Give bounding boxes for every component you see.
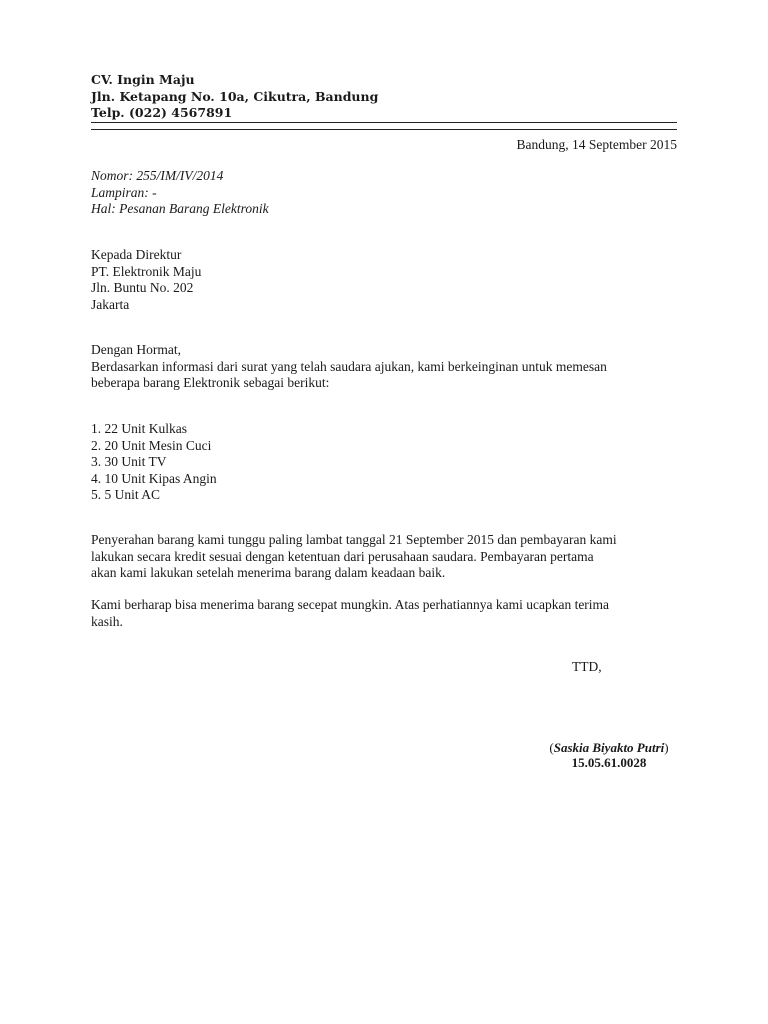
greeting-block	[91, 342, 681, 392]
open-paren: (	[549, 740, 554, 755]
paragraph-line: Kami berharap bisa menerima barang secepat mungkin. Atas perhatiannya kami ucapkan terima	[91, 597, 610, 612]
company-name: CV. Ingin Maju	[91, 72, 195, 87]
company-phone: Telp. (022) 4567891	[91, 105, 233, 120]
letter-number: Nomor: 255/IM/IV/2014	[91, 168, 224, 183]
paragraph-line: akan kami lakukan setelah menerima barang dalam keadaan baik.	[91, 565, 446, 580]
recipient-line-3: Jln. Buntu No. 202	[91, 280, 194, 295]
recipient-line-2: PT. Elektronik Maju	[91, 263, 202, 279]
paragraph-line: Penyerahan barang kami tunggu paling lambat tanggal 21 September 2015 dan pembayaran kami	[91, 532, 617, 547]
paragraph-line: lakukan secara kredit sesuai dengan ketentuan dari perusahaan saudara. Pembayaran pertama	[91, 548, 594, 564]
letter-meta	[91, 168, 269, 218]
close-paren: )	[664, 740, 669, 755]
list-item: 4. 10 Unit Kipas Angin	[91, 470, 217, 486]
paragraph-line: kasih.	[91, 613, 123, 629]
intro-line-2: beberapa barang Elektronik sebagai berikut:	[91, 375, 330, 390]
recipient-line-1: Kepada Direktur	[91, 247, 182, 262]
recipient-line-4: Jakarta	[91, 296, 130, 312]
signature-label: TTD,	[572, 659, 602, 674]
list-item: 3. 30 Unit TV	[91, 454, 167, 469]
letterhead	[91, 72, 378, 122]
signature-block	[534, 740, 684, 770]
delivery-paragraph	[91, 532, 681, 582]
recipient-block	[91, 247, 201, 313]
list-item: 5. 5 Unit AC	[91, 487, 161, 502]
letterhead-separator	[91, 122, 677, 130]
signer-name: Saskia Biyakto Putri	[553, 740, 665, 755]
letter-attachment: Lampiran: -	[91, 184, 157, 200]
list-item: 2. 20 Unit Mesin Cuci	[91, 437, 212, 453]
letter-subject: Hal: Pesanan Barang Elektronik	[91, 201, 269, 216]
list-item: 1. 22 Unit Kulkas	[91, 421, 187, 436]
order-list	[91, 421, 681, 504]
signer-id: 15.05.61.0028	[571, 755, 647, 770]
greeting: Dengan Hormat,	[91, 342, 181, 357]
closing-paragraph	[91, 597, 681, 630]
intro-line-1: Berdasarkan informasi dari surat yang telah saudara ajukan, kami berkeinginan untuk memesan	[91, 358, 607, 374]
company-address: Jln. Ketapang No. 10a, Cikutra, Bandung	[91, 88, 379, 104]
letter-date: Bandung, 14 September 2015	[516, 137, 677, 152]
